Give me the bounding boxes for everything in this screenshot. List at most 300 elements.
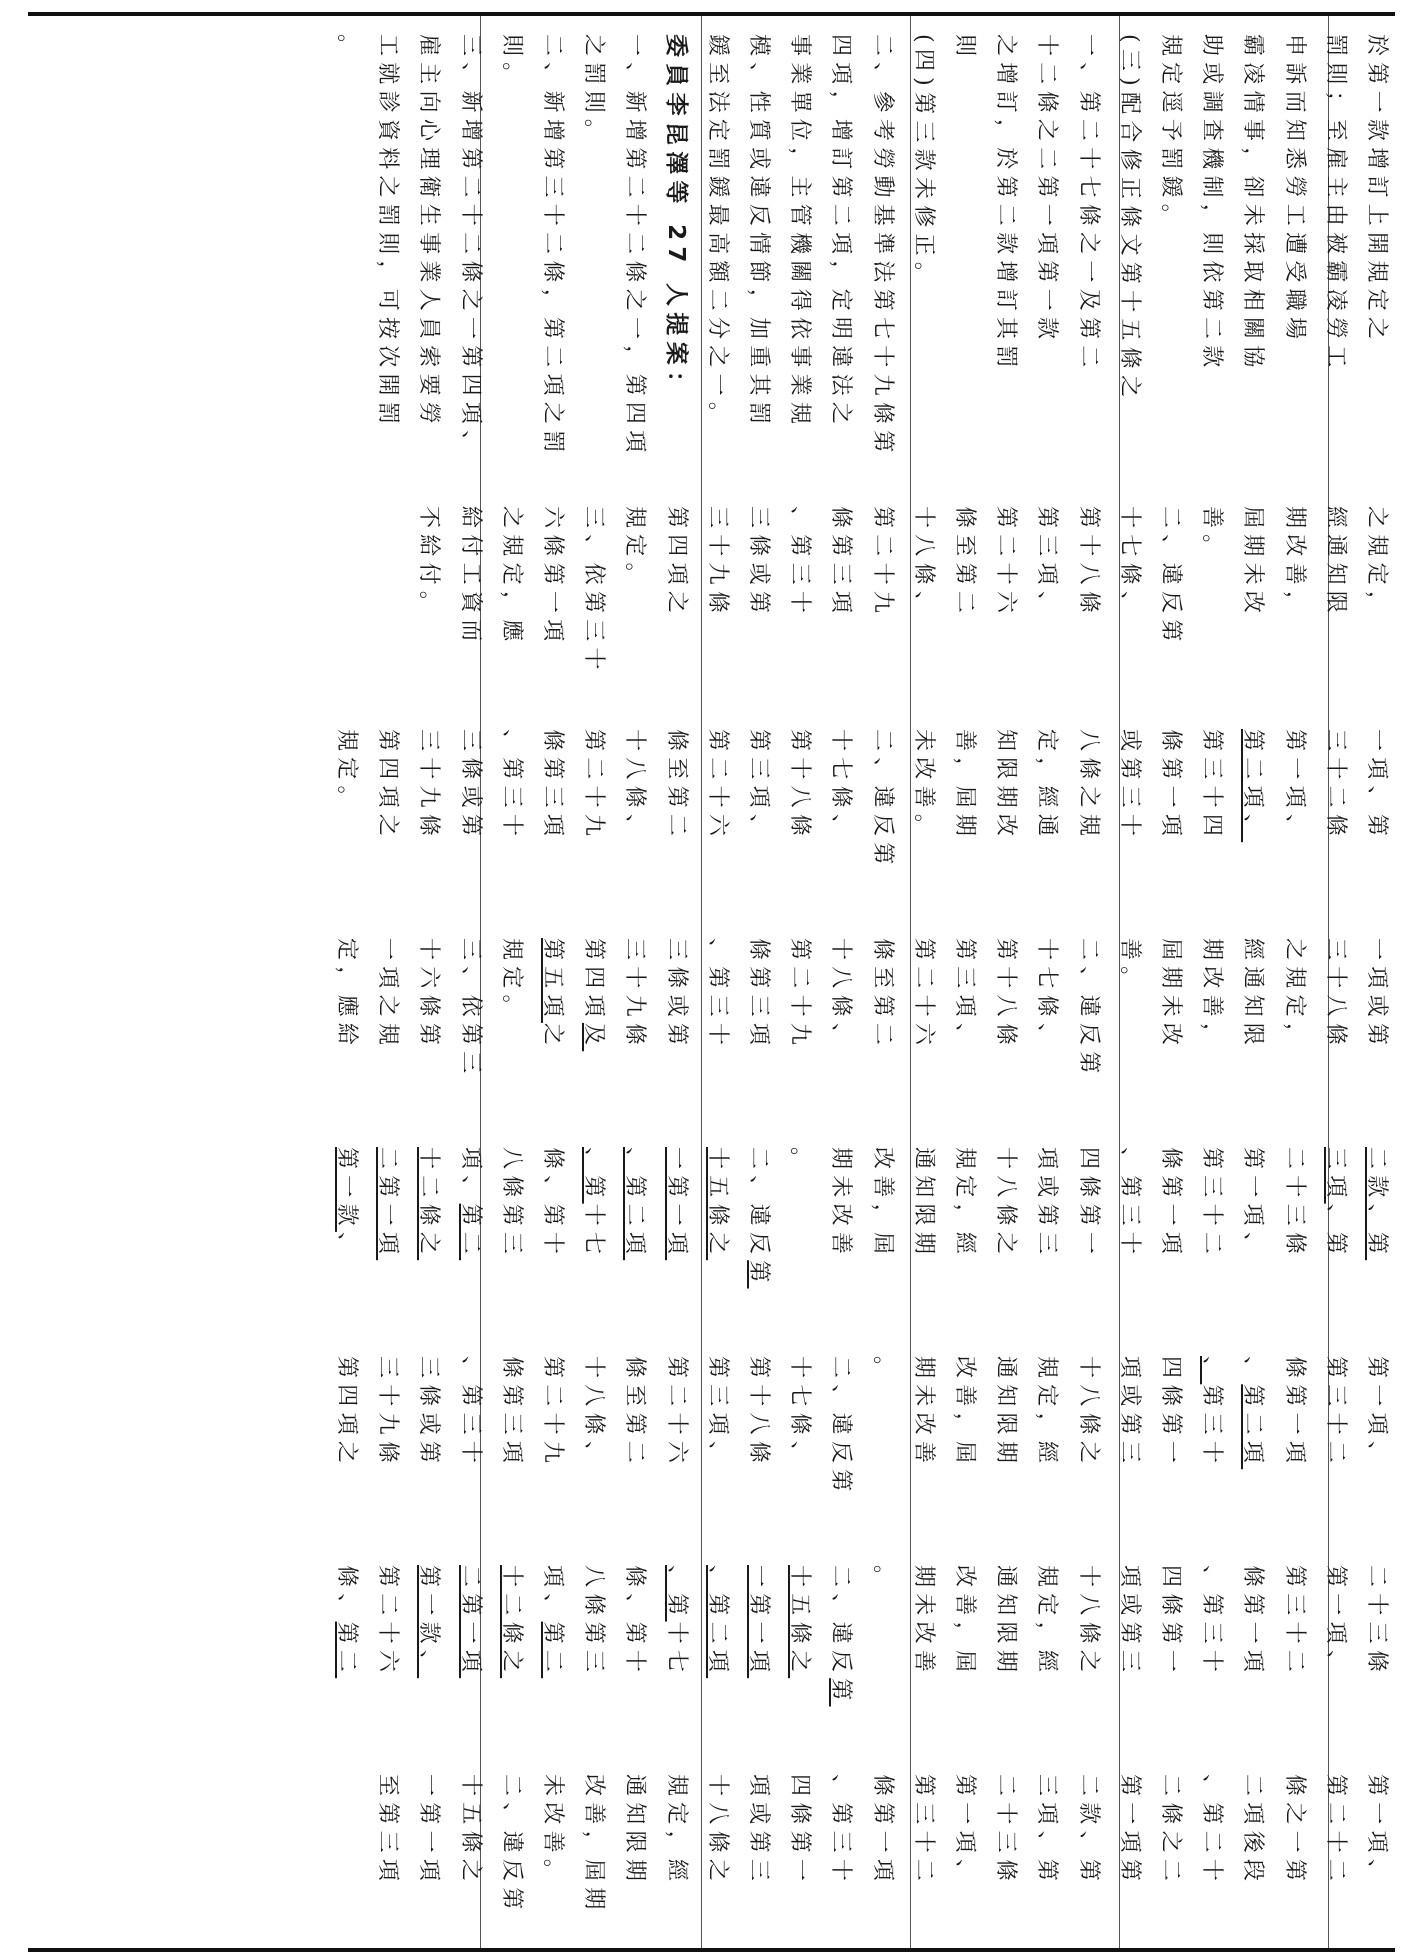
text-line: [1199, 1774, 1225, 1888]
underlined-text: 第二: [457, 1203, 483, 1261]
text-segment: 改善，屆: [952, 1565, 977, 1679]
text-line: [912, 1774, 934, 1887]
text-line: [459, 1147, 481, 1260]
text-line: [1159, 1356, 1181, 1469]
underlined-text: 二第一項: [457, 1565, 483, 1679]
text-segment: 三條或第: [416, 1356, 442, 1470]
text-line: [953, 938, 975, 1051]
text-segment: 模、性質或違反情節，加重其罰: [746, 34, 771, 431]
text-line: [665, 1147, 687, 1260]
text-line: [1324, 1565, 1346, 1678]
text-segment: 通知限期: [910, 1147, 936, 1261]
text-segment: 第二十二: [1322, 1774, 1348, 1888]
text-segment: 一第一項: [416, 1774, 442, 1888]
text-segment: 。: [334, 34, 359, 63]
text-segment: 十八條、: [622, 729, 648, 843]
text-line: [1077, 1147, 1099, 1260]
text-line: [459, 34, 481, 459]
text-line: [706, 1356, 728, 1469]
committee-version-section: [28, 1774, 1395, 1948]
text-segment: 二、違反第: [1158, 506, 1183, 648]
text-line: [747, 938, 769, 1051]
text-line: [541, 1565, 563, 1678]
text-segment: 第一項、: [1364, 1774, 1389, 1888]
text-segment: 規定，經: [1034, 1565, 1060, 1679]
text-segment: 知限期改: [993, 729, 1019, 843]
text-line: [706, 1774, 728, 1887]
text-line: [500, 1147, 522, 1260]
text-line: [1240, 729, 1266, 843]
text-line: [993, 1565, 1019, 1679]
text-segment: 期未改善: [910, 1565, 936, 1679]
text-line: [1159, 729, 1181, 842]
text-segment: 第二十九: [869, 506, 895, 620]
text-segment: 十八條、: [581, 1356, 607, 1470]
text-line: [500, 34, 522, 91]
bottom-rule: [28, 1948, 1395, 1952]
text-segment: 定，經通: [1034, 729, 1060, 843]
text-segment: 霸凌情事，卻未採取相關協: [1240, 34, 1266, 374]
text-line: [375, 1774, 401, 1888]
text-segment: 條、第十: [622, 1565, 648, 1679]
text-line: [1199, 1356, 1225, 1470]
text-segment: 、第三十: [498, 729, 524, 843]
text-segment: 第三十: [1199, 1384, 1225, 1470]
text-segment: 第二十九: [581, 729, 607, 843]
text-segment: 條至第二: [869, 938, 895, 1052]
text-segment: 規定，經: [952, 1147, 977, 1261]
text-segment: 第十八條: [1075, 506, 1101, 620]
text-segment: 經通知限: [1240, 938, 1266, 1052]
text-segment: 、第三十: [787, 506, 813, 620]
underlined-text: 十二條之: [416, 1147, 442, 1261]
text-line: [622, 938, 648, 1052]
text-segment: 規定逕予罰鍰。: [1158, 34, 1183, 233]
text-segment: 、第三十: [1199, 1565, 1225, 1679]
text-segment: 一項之規: [375, 938, 401, 1052]
text-segment: 期未改善: [910, 1356, 936, 1470]
text-line: [416, 1565, 442, 1679]
text-line: [993, 1774, 1019, 1888]
text-segment: 申訴而知悉勞工遭受職場: [1281, 34, 1307, 346]
text-line: [375, 1565, 401, 1679]
proposal-b-section: [28, 1356, 1395, 1553]
text-segment: 、第三十: [828, 1774, 854, 1888]
text-segment: 規定。: [498, 938, 524, 1023]
text-segment: 第三項、: [704, 1356, 730, 1470]
proposal-a-section: [28, 1565, 1395, 1762]
text-segment: 第三十二: [1322, 1356, 1348, 1470]
text-line: [953, 1147, 975, 1260]
text-segment: 條至第二: [952, 506, 977, 620]
text-line: [1034, 1356, 1060, 1470]
underlined-text: 三項: [1322, 1147, 1348, 1204]
text-line: [581, 506, 607, 676]
text-line: [953, 729, 975, 842]
text-segment: 鍰至法定罰鍰最高額二分之一。: [704, 34, 730, 431]
text-segment: 條第三項: [540, 729, 565, 843]
text-segment: 善。: [1199, 506, 1225, 563]
text-segment: 通知限期: [993, 1565, 1019, 1679]
text-segment: 規定。: [334, 729, 359, 814]
text-segment: 四條第一: [1158, 1356, 1183, 1470]
text-segment: 十五條之: [457, 1774, 483, 1888]
text-segment: 第十八條: [993, 938, 1019, 1052]
text-segment: 第四項之: [663, 506, 689, 620]
text-segment: 三十九條: [375, 1356, 401, 1470]
text-line: [1118, 729, 1140, 842]
underlined-text: 一第一項: [746, 1565, 771, 1679]
text-line: [622, 506, 648, 591]
text-segment: 項或第三: [1116, 1356, 1142, 1470]
text-line: [1283, 729, 1305, 842]
text-line: [1199, 34, 1225, 374]
text-segment: 未改善。: [910, 729, 936, 843]
text-segment: 二、新增第三十二條，第二項之罰: [540, 34, 565, 459]
text-line: [541, 729, 563, 842]
text-segment: 二、參考勞動基準法第七十九條第: [869, 34, 895, 459]
text-segment: 十八條之: [993, 1147, 1019, 1261]
text-line: [416, 729, 442, 843]
text-segment: 則。: [498, 34, 524, 91]
text-line: [747, 34, 769, 430]
text-segment: 二、違反: [746, 1147, 771, 1261]
text-line: [1365, 1147, 1387, 1260]
text-line: [912, 938, 934, 1051]
text-line: [1240, 1147, 1266, 1261]
text-segment: 條之一第: [1281, 1774, 1307, 1888]
text-segment: 改善，屆期: [581, 1774, 607, 1916]
text-segment: 二、違反第: [498, 1774, 524, 1916]
text-line: [1324, 506, 1346, 619]
text-line: [1077, 1565, 1099, 1678]
text-segment: 二、違反: [828, 1565, 854, 1679]
text-segment: 八條第三: [498, 1147, 524, 1261]
text-line: [787, 938, 813, 1052]
text-line: [993, 1356, 1019, 1470]
text-segment: 期改善，: [1199, 938, 1225, 1052]
text-segment: 定，應給: [334, 938, 359, 1052]
text-segment: 第四項之: [375, 729, 401, 843]
text-line: [706, 938, 728, 1051]
text-segment: 一項或第: [1364, 938, 1389, 1052]
text-line: [747, 1147, 769, 1289]
text-segment: 條第三項: [746, 938, 771, 1052]
underlined-text: 、第: [663, 1565, 689, 1622]
proposal-d-section: [28, 938, 1395, 1135]
text-line: [1077, 34, 1099, 374]
text-line: [1283, 938, 1305, 1051]
text-line: [828, 1774, 854, 1888]
underlined-text: 十五條之: [787, 1565, 813, 1679]
text-line: [1159, 1147, 1181, 1260]
text-line: [1034, 729, 1060, 843]
text-line: [747, 506, 769, 619]
text-segment: 第四項之: [334, 1356, 359, 1470]
text-line: [1118, 938, 1140, 995]
text-line: [664, 34, 687, 400]
text-segment: 第二十六: [993, 506, 1019, 620]
text-line: [706, 1565, 728, 1678]
text-line: [416, 1774, 442, 1888]
text-segment: 十八條、: [910, 506, 936, 620]
text-line: [665, 1565, 687, 1678]
amendment-text-section: [28, 34, 1395, 496]
text-segment: 第四項: [581, 938, 607, 1023]
text-line: [1240, 1565, 1266, 1679]
text-line: [1118, 1565, 1140, 1678]
text-line: [335, 34, 357, 62]
text-line: [500, 938, 522, 1023]
text-segment: 條、: [334, 1565, 359, 1622]
text-line: [581, 1565, 607, 1679]
text-segment: 二、違反第: [828, 1356, 854, 1498]
text-line: [1199, 938, 1225, 1052]
text-segment: 三條或第: [663, 938, 689, 1052]
text-segment: 第三十二: [1281, 1565, 1307, 1679]
text-segment: 十七條、: [828, 729, 854, 843]
text-segment: 二款、第: [1075, 1774, 1101, 1888]
text-segment: 二十三條: [993, 1774, 1019, 1888]
text-line: [375, 1356, 401, 1470]
text-segment: 雇主向心理衛生事業人員索要勞: [416, 34, 442, 431]
text-line: [459, 729, 481, 842]
text-line: [1283, 1774, 1305, 1887]
text-line: [416, 1147, 442, 1261]
text-segment: 第十八條: [787, 729, 813, 843]
text-segment: 通知限期: [993, 1356, 1019, 1470]
text-line: [1118, 506, 1140, 619]
text-line: [871, 1147, 893, 1260]
text-line: [1034, 1147, 1060, 1261]
text-line: [1283, 34, 1305, 345]
text-segment: 第一項、: [1281, 729, 1307, 843]
text-segment: 、: [1240, 1356, 1266, 1385]
text-line: [1283, 506, 1305, 619]
text-line: [416, 34, 442, 431]
text-line: [953, 1774, 975, 1887]
text-line: [871, 34, 893, 459]
text-segment: 。: [869, 1356, 895, 1385]
text-segment: 善，屆期: [952, 729, 977, 843]
text-line: [581, 1356, 607, 1470]
text-segment: 第三十二: [910, 1774, 936, 1888]
text-line: [828, 938, 854, 1052]
text-line: [1118, 1356, 1140, 1469]
text-segment: 三項、第: [1034, 1774, 1060, 1888]
text-line: [581, 729, 607, 843]
text-segment: 改善，屆: [869, 1147, 895, 1261]
text-line: [953, 506, 975, 619]
text-segment: 規定，經: [663, 1774, 689, 1888]
text-segment: 項或第三: [746, 1774, 771, 1888]
text-segment: 二十三條: [1281, 1147, 1307, 1261]
text-segment: 於第一款增訂上開規定之: [1364, 34, 1389, 346]
text-segment: 之罰則。: [581, 34, 607, 148]
text-line: [1240, 34, 1266, 374]
text-line: [335, 729, 357, 814]
text-segment: 十八條之: [1075, 1356, 1101, 1470]
text-segment: 第一項、: [1240, 1147, 1266, 1261]
text-segment: 二、違反第: [869, 729, 895, 871]
text-segment: 第一項、: [1322, 1565, 1348, 1679]
text-segment: 十七條、: [1034, 938, 1060, 1052]
text-line: [787, 1565, 813, 1679]
text-line: [706, 1147, 728, 1260]
underlined-text: 二款、第: [1364, 1147, 1389, 1261]
text-segment: 、第二十: [1199, 1774, 1225, 1888]
text-segment: 三十二條: [1322, 729, 1348, 843]
text-line: [747, 1774, 769, 1887]
text-segment: 經通知限: [1322, 506, 1348, 620]
text-line: [459, 1565, 481, 1678]
text-segment: 規定，經: [1034, 1356, 1060, 1470]
text-segment: 之: [540, 1022, 565, 1052]
text-line: [1324, 729, 1346, 842]
text-segment: 四條第一: [1075, 1147, 1101, 1261]
text-line: [828, 1356, 854, 1498]
text-line: [1240, 1356, 1266, 1470]
text-segment: 第一項、: [952, 1774, 977, 1888]
text-line: [828, 34, 854, 431]
text-line: [416, 506, 442, 620]
text-line: [1034, 34, 1060, 346]
text-segment: 三、依第三: [457, 938, 483, 1080]
text-segment: 未改善。: [540, 1774, 565, 1888]
text-segment: 二十三條: [1364, 1565, 1389, 1679]
text-line: [953, 34, 975, 62]
underlined-text: 第: [746, 1260, 771, 1289]
text-segment: 二、違反第: [1075, 938, 1101, 1080]
text-line: [787, 506, 813, 620]
text-line: [993, 1147, 1019, 1261]
underlined-text: 第五項: [540, 938, 565, 1023]
text-line: [500, 729, 522, 842]
text-segment: 事業單位，主管機關得依事業規: [787, 34, 813, 431]
text-line: [335, 938, 357, 1051]
underlined-text: 第二項、: [1240, 729, 1266, 843]
text-segment: 十七: [663, 1621, 689, 1679]
text-line: [1034, 938, 1060, 1052]
text-line: [912, 1147, 934, 1260]
text-line: [1077, 1356, 1099, 1469]
text-segment: 八條第三: [581, 1565, 607, 1679]
underlined-text: 第一款: [334, 1147, 359, 1232]
text-segment: 改善，屆: [952, 1356, 977, 1470]
text-segment: 不給付。: [416, 506, 442, 620]
text-segment: 第二十六: [704, 729, 730, 843]
text-segment: 條、第十: [540, 1147, 565, 1261]
text-segment: 十七條、: [1116, 506, 1142, 620]
text-line: [1365, 1356, 1387, 1469]
document-body: [28, 16, 1395, 1948]
text-segment: 第一項、: [1364, 1356, 1389, 1470]
text-line: [335, 1147, 357, 1260]
text-segment: 十二條之二第一項第一款: [1034, 34, 1060, 346]
text-line: [541, 1774, 563, 1887]
text-segment: 。: [787, 1147, 813, 1176]
text-line: [871, 1356, 893, 1384]
text-segment: 通知限期: [622, 1774, 648, 1888]
text-line: [1365, 1565, 1387, 1678]
text-line: [622, 1356, 648, 1470]
text-segment: 條第一項: [869, 1774, 895, 1888]
text-segment: 屆期未改: [1240, 506, 1266, 620]
text-segment: 四項，增訂第二項，定明違法之: [828, 34, 854, 431]
text-segment: 、第三十: [1116, 1147, 1142, 1261]
text-line: [375, 729, 401, 843]
text-line: [1365, 729, 1387, 842]
text-line: [912, 34, 934, 290]
text-line: [459, 1356, 481, 1469]
text-segment: 十八條、: [828, 938, 854, 1052]
text-segment: 罰則；至雇主由被霸凌勞工: [1322, 34, 1348, 374]
text-line: [665, 938, 687, 1051]
text-line: [1283, 1565, 1305, 1678]
text-segment: 四條第一: [1158, 1565, 1183, 1679]
text-segment: 條第一項: [1158, 729, 1183, 843]
text-line: [622, 1147, 648, 1261]
text-line: [500, 506, 522, 648]
text-line: [665, 1356, 687, 1469]
text-line: [622, 1565, 648, 1679]
text-line: [706, 729, 728, 842]
text-segment: 至第三項: [375, 1774, 401, 1888]
text-line: [1034, 506, 1060, 620]
text-line: [747, 1356, 769, 1469]
text-line: [500, 1774, 522, 1916]
proposal-e-section: [28, 729, 1395, 926]
underlined-text: 第: [828, 1678, 854, 1707]
text-line: [828, 729, 854, 843]
text-segment: 第一項第: [1116, 1774, 1142, 1888]
text-segment: 第二十六: [663, 1356, 689, 1470]
text-line: [1159, 34, 1181, 232]
text-line: [787, 1356, 813, 1470]
text-segment: 第二十九: [787, 938, 813, 1052]
text-segment: 第三十二: [1199, 1147, 1225, 1261]
text-line: [871, 1565, 893, 1593]
text-line: [459, 1774, 481, 1887]
text-line: [871, 938, 893, 1051]
text-line: [1240, 938, 1266, 1052]
text-line: [912, 506, 934, 619]
text-line: [541, 1356, 563, 1469]
text-segment: 第十八條: [746, 1356, 771, 1470]
text-segment: 三十九條: [622, 938, 648, 1052]
text-segment: 第二十九: [540, 1356, 565, 1470]
underlined-text: 、: [1199, 1356, 1225, 1385]
text-line: [1365, 506, 1387, 619]
text-line: [1199, 1147, 1225, 1261]
text-line: [787, 729, 813, 843]
text-segment: 十七條、: [787, 1356, 813, 1470]
underlined-text: 、第二項: [704, 1565, 730, 1679]
text-line: [581, 34, 607, 148]
text-segment: 之規定，: [1281, 938, 1307, 1052]
text-line: [1240, 506, 1266, 620]
text-line: [953, 1356, 975, 1469]
text-line: [622, 1774, 648, 1888]
text-line: [993, 729, 1019, 843]
text-segment: 之規定，: [1364, 506, 1389, 620]
text-segment: 一項、第: [1364, 729, 1389, 843]
text-segment: 條至第二: [663, 729, 689, 843]
underlined-text: 第二項: [1240, 1384, 1266, 1470]
text-segment: 三條或第: [457, 729, 483, 843]
text-line: [459, 506, 481, 648]
text-line: [1077, 1774, 1099, 1887]
